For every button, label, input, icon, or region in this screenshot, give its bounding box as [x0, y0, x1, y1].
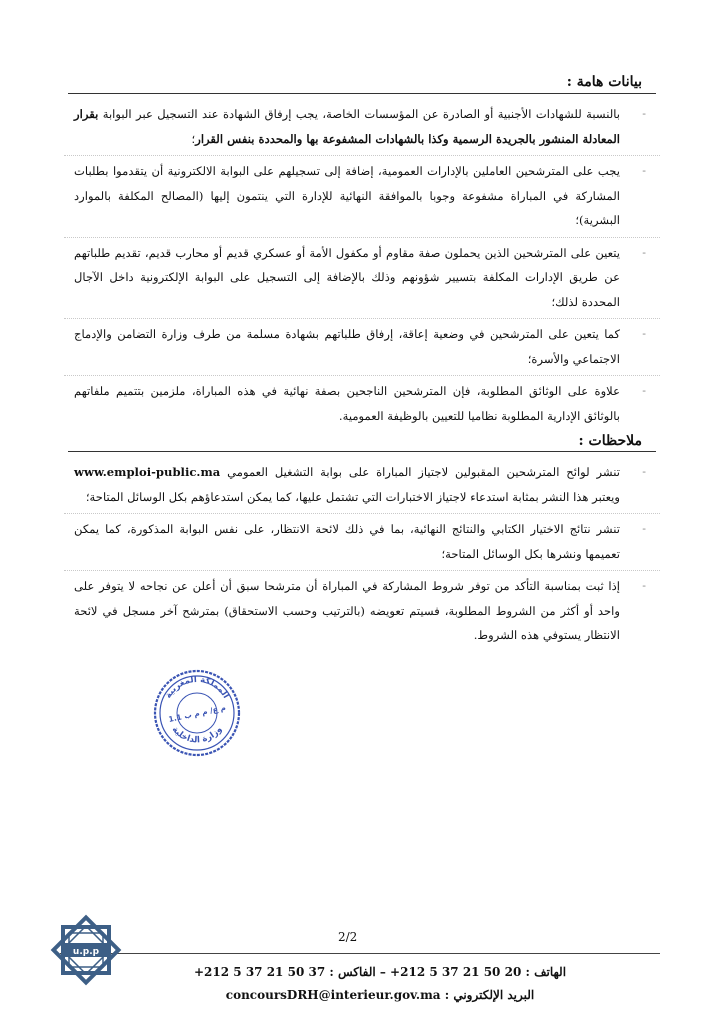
important-info-list — [64, 99, 660, 432]
notes-list — [64, 457, 660, 652]
item-text: كما يتعين على المترشحين في وضعية إعاقة، إرفاق طلباتهم بشهادة مسلمة من طرف وزارة التضامن والإدماج الاجتماعي والأسرة؛ — [74, 327, 620, 366]
bullet-dash: - — [642, 245, 646, 259]
item-text: علاوة على الوثائق المطلوبة، فإن المترشحين الناجحين بصفة نهائية في هذه المباراة، ملزمين بتتميم ملفاتهم بالوثائق الإدارية المطلوبة نظاميا للتعيين بالوظيفة العمومية. — [74, 384, 620, 423]
list-item — [64, 571, 660, 652]
svg-text:وزارة الداخلية: وزارة الداخلية — [169, 724, 225, 746]
svg-text:u.p.p: u.p.p — [72, 947, 100, 957]
list-item — [64, 156, 660, 238]
bullet-dash: - — [642, 164, 646, 177]
bullet-dash: - — [642, 579, 646, 592]
item-text: تنشر لوائح المترشحين المقبولين لاجتياز المباراة على بوابة التشغيل العمومي — [220, 465, 620, 479]
footer-phone-fax: الهاتف : 20 50 21 37 5 212+ – الفاكس : 37 50 21 37 5 212+ — [193, 965, 567, 979]
list-item — [64, 457, 660, 514]
footer-email: البريد الإلكتروني : concoursDRH@interieur.gov.ma — [225, 988, 535, 1002]
item-text: يجب على المترشحين العاملين بالإدارات العمومية، إضافة إلى تسجيلهم على البوابة الالكترونية أن يتقدموا بطلبات المشاركة في المباراة مشفوعة وجوبا بالموافقة النهائية للإدارة التي ينتمون إليها (المصالح المكلفة بالموارد البشرية)؛ — [74, 164, 620, 227]
section-title-notes: ملاحظات : — [578, 433, 642, 449]
bullet-dash: - — [642, 327, 646, 340]
item-text-end: ؛ — [191, 131, 196, 146]
uppp-logo — [48, 912, 124, 988]
official-stamp — [152, 668, 242, 758]
item-text: بالنسبة للشهادات الأجنبية أو الصادرة عن المؤسسات الخاصة، يجب إرفاق الشهادة عند التسجيل عبر البوابة — [98, 107, 620, 121]
footer-divider — [60, 953, 660, 954]
list-item — [64, 376, 660, 432]
section-divider — [68, 451, 656, 452]
page-number: 2/2 — [338, 930, 358, 944]
section-title-important-info: بيانات هامة : — [566, 74, 642, 90]
website-link-text: www.emploi-public.ma — [74, 465, 221, 479]
bullet-dash: - — [642, 384, 646, 397]
bullet-dash: - — [642, 522, 646, 535]
item-text: إذا ثبت بمناسبة التأكد من توفر شروط المشاركة في المباراة أن مترشحا سبق أن أعلن عن نجاحه لا يتوفر على واحد أو أكثر من الشروط المطلوبة، فسيتم تعويضه (بالترتيب وحسب الاستحقاق) بمترشح آخر مسجل في لائحة الانتظار يستوفي هذه الشروط. — [74, 579, 620, 642]
svg-text:المملكة المغربية: المملكة المغربية — [163, 674, 231, 701]
bullet-dash: - — [642, 465, 646, 478]
svg-text:م ع/ م م ب 1.1: م ع/ م م ب 1.1 — [167, 703, 227, 724]
item-text: تنشر نتائج الاختيار الكتابي والنتائج النهائية، بما في ذلك لائحة الانتظار، على نفس البوابة المذكورة، كما يمكن تعميمها ونشرها بكل الوسائل المتاحة؛ — [74, 522, 620, 561]
item-bold-text: بقرار المعادلة المنشور بالجريدة الرسمية وكذا بالشهادات المشفوعة بها والمحددة بنفس القرار — [74, 107, 620, 146]
list-item — [64, 319, 660, 376]
section-divider — [68, 93, 656, 94]
bullet-dash: - — [642, 107, 646, 120]
item-text-end: ويعتبر هذا النشر بمثابة استدعاء لاجتياز الاختبارات التي تشتمل عليها، كما يمكن استدعاؤهم بكل الوسائل المتاحة؛ — [85, 489, 620, 504]
item-text: يتعين على المترشحين الذين يحملون صفة مقاوم أو مكفول الأمة أو عسكري قديم أو محارب قديم، تقديم طلباتهم عن طريق الإدارات المكلفة بتسيير شؤونهم وذلك بالإضافة إلى التسجيل على البوابة الإلكترونية داخل الآجال المحددة لذلك؛ — [74, 245, 620, 309]
list-item — [64, 99, 660, 156]
list-item — [64, 238, 660, 320]
list-item — [64, 514, 660, 571]
